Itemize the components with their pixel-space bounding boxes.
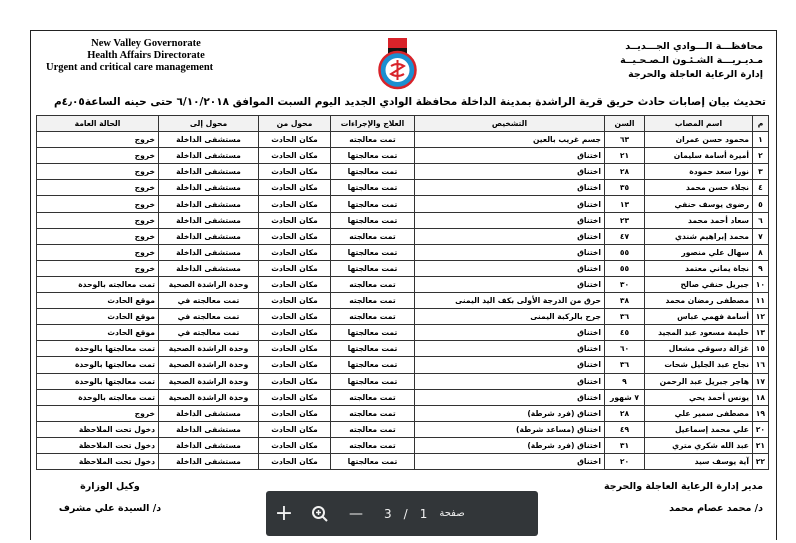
cell-name: محمد إبراهيم شندي [645,228,753,244]
table-row [37,293,769,309]
cell-to: مستشفى الداخلة [159,164,259,180]
cell-from: مكان الحادث [259,276,331,292]
cell-diagnosis: اختناق (فرد شرطة) [415,405,605,421]
cell-age: ٢٣ [605,212,645,228]
cell-index: ٢ [753,148,769,164]
cell-index: ٣ [753,164,769,180]
cell-treatment: تمت معالجته [331,437,415,453]
cell-name: جبريل حنفي صالح [645,276,753,292]
plus-icon: + [274,501,294,526]
col-header-treatment: العلاج والإجراءات [331,116,415,132]
cell-from: مكان الحادث [259,437,331,453]
cell-treatment: تمت معالجتها [331,164,415,180]
cell-name: سعاد أحمد محمد [645,212,753,228]
table-row [37,132,769,148]
zoom-out-button[interactable] [338,491,374,536]
cell-from: مكان الحادث [259,421,331,437]
cell-age: ٢١ [605,148,645,164]
cell-to: مستشفى الداخلة [159,148,259,164]
col-header-index: م [753,116,769,132]
cell-from: مكان الحادث [259,309,331,325]
table-row [37,196,769,212]
cell-from: مكان الحادث [259,389,331,405]
cell-status: تمت معالجتها بالوحدة [37,373,159,389]
cell-index: ١٦ [753,357,769,373]
english-header [46,38,246,74]
cell-age: ٢٠ [605,453,645,469]
cell-name: مصطفى سمير علي [645,405,753,421]
cell-from: مكان الحادث [259,325,331,341]
cell-index: ٤ [753,180,769,196]
cell-to: وحدة الراشدة الصحية [159,341,259,357]
cell-name: يونس أحمد يحي [645,389,753,405]
cell-name: سهال علي منصور [645,244,753,260]
cell-index: ٢٢ [753,453,769,469]
cell-status: خروج [37,132,159,148]
cell-status: خروج [37,196,159,212]
cell-name: عبد الله شكري متري [645,437,753,453]
signature-right [604,476,763,520]
header-en-line-3: Urgent and critical care management [46,62,214,73]
cell-index: ١١ [753,293,769,309]
cell-status: موقع الحادث [37,293,159,309]
header-en-line-1: New Valley Governorate [91,38,201,49]
cell-name: رضوى يوسف حنفي [645,196,753,212]
cell-status: دخول تحت الملاحظة [37,437,159,453]
table-row [37,405,769,421]
cell-from: مكان الحادث [259,405,331,421]
cell-diagnosis: اختناق [415,341,605,357]
cell-status: خروج [37,164,159,180]
cell-index: ٩ [753,260,769,276]
cell-status: خروج [37,260,159,276]
cell-name: أسامة فهمي عباس [645,309,753,325]
cell-from: مكان الحادث [259,228,331,244]
table-row [37,309,769,325]
cell-age: ٤٧ [605,228,645,244]
cell-age: ٤٥ [605,325,645,341]
cell-diagnosis: حرق من الدرجة الأولى بكف اليد اليمنى [415,293,605,309]
cell-name: هاجر جبريل عبد الرحمن [645,373,753,389]
table-row [37,148,769,164]
cell-to: تمت معالجته في [159,293,259,309]
cell-index: ١٥ [753,341,769,357]
cell-age: ٢٨ [605,405,645,421]
signature-right-name: د/ محمد عصام محمد [669,503,763,514]
cell-treatment: تمت معالجته [331,228,415,244]
cell-diagnosis: اختناق (فرد شرطة) [415,437,605,453]
cell-from: مكان الحادث [259,212,331,228]
cell-from: مكان الحادث [259,164,331,180]
col-header-from: محول من [259,116,331,132]
cell-from: مكان الحادث [259,196,331,212]
header-ar-line-1: محافظـــة الـــوادي الجـــديــد [625,41,763,52]
cell-diagnosis: اختناق [415,373,605,389]
cell-name: مصطفى رمضان محمد [645,293,753,309]
table-row [37,357,769,373]
cell-age: ٢٨ [605,164,645,180]
table-row [37,212,769,228]
cell-diagnosis: اختناق [415,180,605,196]
cell-age: ٣٦ [605,357,645,373]
col-header-status: الحالة العامة [37,116,159,132]
cell-status: تمت معالجته بالوحدة [37,276,159,292]
cell-treatment: تمت معالجتها [331,325,415,341]
cell-index: ٢١ [753,437,769,453]
magnifier-icon [311,505,329,523]
report-title: تحديث بيان إصابات حادث حريق قرية الراشدة بمدينة الداخلة محافظة الوادي الجديد اليوم السبت الموافق ٦/١٠/٢٠١٨ حتى حينه الساعة٤٫٠٥م [53,96,766,108]
col-header-age: السن [605,116,645,132]
cell-status: موقع الحادث [37,325,159,341]
cell-age: ٣١ [605,437,645,453]
cell-to: مستشفى الداخلة [159,260,259,276]
cell-index: ١٠ [753,276,769,292]
cell-name: علي محمد إسماعيل [645,421,753,437]
cell-index: ٧ [753,228,769,244]
cell-treatment: تمت معالجتها [331,357,415,373]
arabic-header [583,40,763,82]
cell-treatment: تمت معالجته [331,309,415,325]
current-page-input[interactable]: 1 [419,506,428,521]
header-en-line-2: Health Affairs Directorate [87,50,205,61]
cell-diagnosis: اختناق [415,260,605,276]
cell-diagnosis: اختناق [415,357,605,373]
cell-from: مكان الحادث [259,148,331,164]
cell-diagnosis: اختناق [415,276,605,292]
cell-to: مستشفى الداخلة [159,244,259,260]
cell-diagnosis: اختناق [415,164,605,180]
zoom-fit-button[interactable] [302,491,338,536]
cell-treatment: تمت معالجتها [331,373,415,389]
cell-age: ٥٥ [605,260,645,276]
cell-from: مكان الحادث [259,341,331,357]
header-ar-line-2: مـديـريـــة الشـئـون الـصـحـيــة [620,55,763,66]
cell-name: أميرة أسامة سليمان [645,148,753,164]
cell-diagnosis: اختناق [415,244,605,260]
cell-index: ١ [753,132,769,148]
cell-age: ٦٣ [605,132,645,148]
pdf-viewer-toolbar [266,491,538,536]
cell-name: آية يوسف سيد [645,453,753,469]
cell-index: ٦ [753,212,769,228]
cell-from: مكان الحادث [259,357,331,373]
cell-diagnosis: جرح بالركبة اليمنى [415,309,605,325]
cell-status: خروج [37,244,159,260]
cell-status: دخول تحت الملاحظة [37,453,159,469]
cell-to: وحدة الراشدة الصحية [159,357,259,373]
cell-age: ٣٠ [605,276,645,292]
cell-status: دخول تحت الملاحظة [37,421,159,437]
cell-from: مكان الحادث [259,373,331,389]
ministry-logo-icon [370,36,425,91]
cell-treatment: تمت معالجتها [331,212,415,228]
cell-to: مستشفى الداخلة [159,421,259,437]
cell-index: ١٧ [753,373,769,389]
cell-name: غزالة دسوقي مشعال [645,341,753,357]
col-header-diagnosis: التشخيص [415,116,605,132]
col-header-name: اسم المصاب [645,116,753,132]
cell-name: حليمة مسعود عبد المجيد [645,325,753,341]
casualties-table [36,115,769,470]
cell-diagnosis: اختناق [415,453,605,469]
total-pages: 3 [384,506,392,521]
table-row [37,325,769,341]
cell-status: تمت معالجته بالوحدة [37,389,159,405]
cell-status: خروج [37,212,159,228]
cell-diagnosis: اختناق [415,212,605,228]
signature-left-name: د/ السيدة علي مشرف [58,503,162,514]
cell-treatment: تمت معالجته [331,389,415,405]
cell-age: ٧ شهور [605,389,645,405]
cell-index: ١٩ [753,405,769,421]
cell-treatment: تمت معالجتها [331,453,415,469]
cell-to: وحدة الراشدة الصحية [159,276,259,292]
cell-age: ٣٨ [605,293,645,309]
table-row [37,453,769,469]
cell-from: مكان الحادث [259,180,331,196]
table-row [37,260,769,276]
cell-age: ١٣ [605,196,645,212]
cell-diagnosis: اختناق [415,228,605,244]
cell-treatment: تمت معالجتها [331,244,415,260]
cell-to: مستشفى الداخلة [159,212,259,228]
signature-left-title: وكيل الوزارة [80,481,140,492]
cell-treatment: تمت معالجته [331,132,415,148]
table-row [37,228,769,244]
cell-to: وحدة الراشدة الصحية [159,389,259,405]
cell-age: ٥٥ [605,244,645,260]
cell-status: تمت معالجتها بالوحدة [37,341,159,357]
table-row [37,276,769,292]
cell-to: مستشفى الداخلة [159,405,259,421]
cell-from: مكان الحادث [259,293,331,309]
cell-index: ٥ [753,196,769,212]
cell-from: مكان الحادث [259,453,331,469]
cell-to: مستشفى الداخلة [159,437,259,453]
cell-index: ١٣ [753,325,769,341]
cell-to: تمت معالجته في [159,309,259,325]
cell-index: ٢٠ [753,421,769,437]
cell-to: مستشفى الداخلة [159,228,259,244]
cell-index: ١٨ [753,389,769,405]
cell-diagnosis: اختناق [415,148,605,164]
cell-from: مكان الحادث [259,244,331,260]
cell-index: ٨ [753,244,769,260]
table-row [37,244,769,260]
cell-to: مستشفى الداخلة [159,453,259,469]
cell-index: ١٢ [753,309,769,325]
cell-treatment: تمت معالجتها [331,341,415,357]
table-row [37,341,769,357]
cell-status: خروج [37,148,159,164]
cell-to: تمت معالجته في [159,325,259,341]
signature-right-title: مدير إدارة الرعاية العاجلة والحرجة [604,481,763,492]
cell-status: خروج [37,228,159,244]
cell-treatment: تمت معالجته [331,276,415,292]
cell-to: مستشفى الداخلة [159,132,259,148]
cell-diagnosis: جسم غريب بالعين [415,132,605,148]
cell-treatment: تمت معالجتها [331,196,415,212]
cell-age: ٤٩ [605,421,645,437]
cell-diagnosis: اختناق (مساعد شرطة) [415,421,605,437]
cell-treatment: تمت معالجتها [331,148,415,164]
cell-from: مكان الحادث [259,132,331,148]
minus-icon: — [349,505,363,522]
cell-treatment: تمت معالجتها [331,180,415,196]
cell-treatment: تمت معالجته [331,405,415,421]
cell-to: مستشفى الداخلة [159,196,259,212]
cell-treatment: تمت معالجتها [331,260,415,276]
cell-age: ٦٠ [605,341,645,357]
table-row [37,373,769,389]
cell-age: ٩ [605,373,645,389]
cell-age: ٣٥ [605,180,645,196]
table-row [37,421,769,437]
cell-to: مستشفى الداخلة [159,180,259,196]
cell-status: موقع الحادث [37,309,159,325]
table-header-row [37,116,769,132]
signature-left [40,476,180,520]
table-row [37,437,769,453]
page-indicator [384,507,465,521]
cell-treatment: تمت معالجته [331,421,415,437]
zoom-in-button[interactable] [266,491,302,536]
cell-diagnosis: اختناق [415,389,605,405]
cell-name: نجاح عبد الجليل شحات [645,357,753,373]
table-row [37,164,769,180]
col-header-to: محول إلى [159,116,259,132]
cell-name: محمود حسن عمران [645,132,753,148]
cell-to: وحدة الراشدة الصحية [159,373,259,389]
page-label: صفحة [439,508,465,519]
cell-status: خروج [37,180,159,196]
cell-age: ٣٦ [605,309,645,325]
cell-status: تمت معالجتها بالوحدة [37,357,159,373]
cell-treatment: تمت معالجته [331,293,415,309]
cell-from: مكان الحادث [259,260,331,276]
header-ar-line-3: إدارة الرعاية العاجلة والحرجة [628,69,763,80]
cell-name: نجاة يماني معتمد [645,260,753,276]
table-row [37,180,769,196]
cell-name: نجلاء حسن محمد [645,180,753,196]
cell-status: خروج [37,405,159,421]
page-separator: / [403,506,408,521]
cell-diagnosis: اختناق [415,196,605,212]
cell-name: نورا سعد حمودة [645,164,753,180]
table-row [37,389,769,405]
cell-diagnosis: اختناق [415,325,605,341]
